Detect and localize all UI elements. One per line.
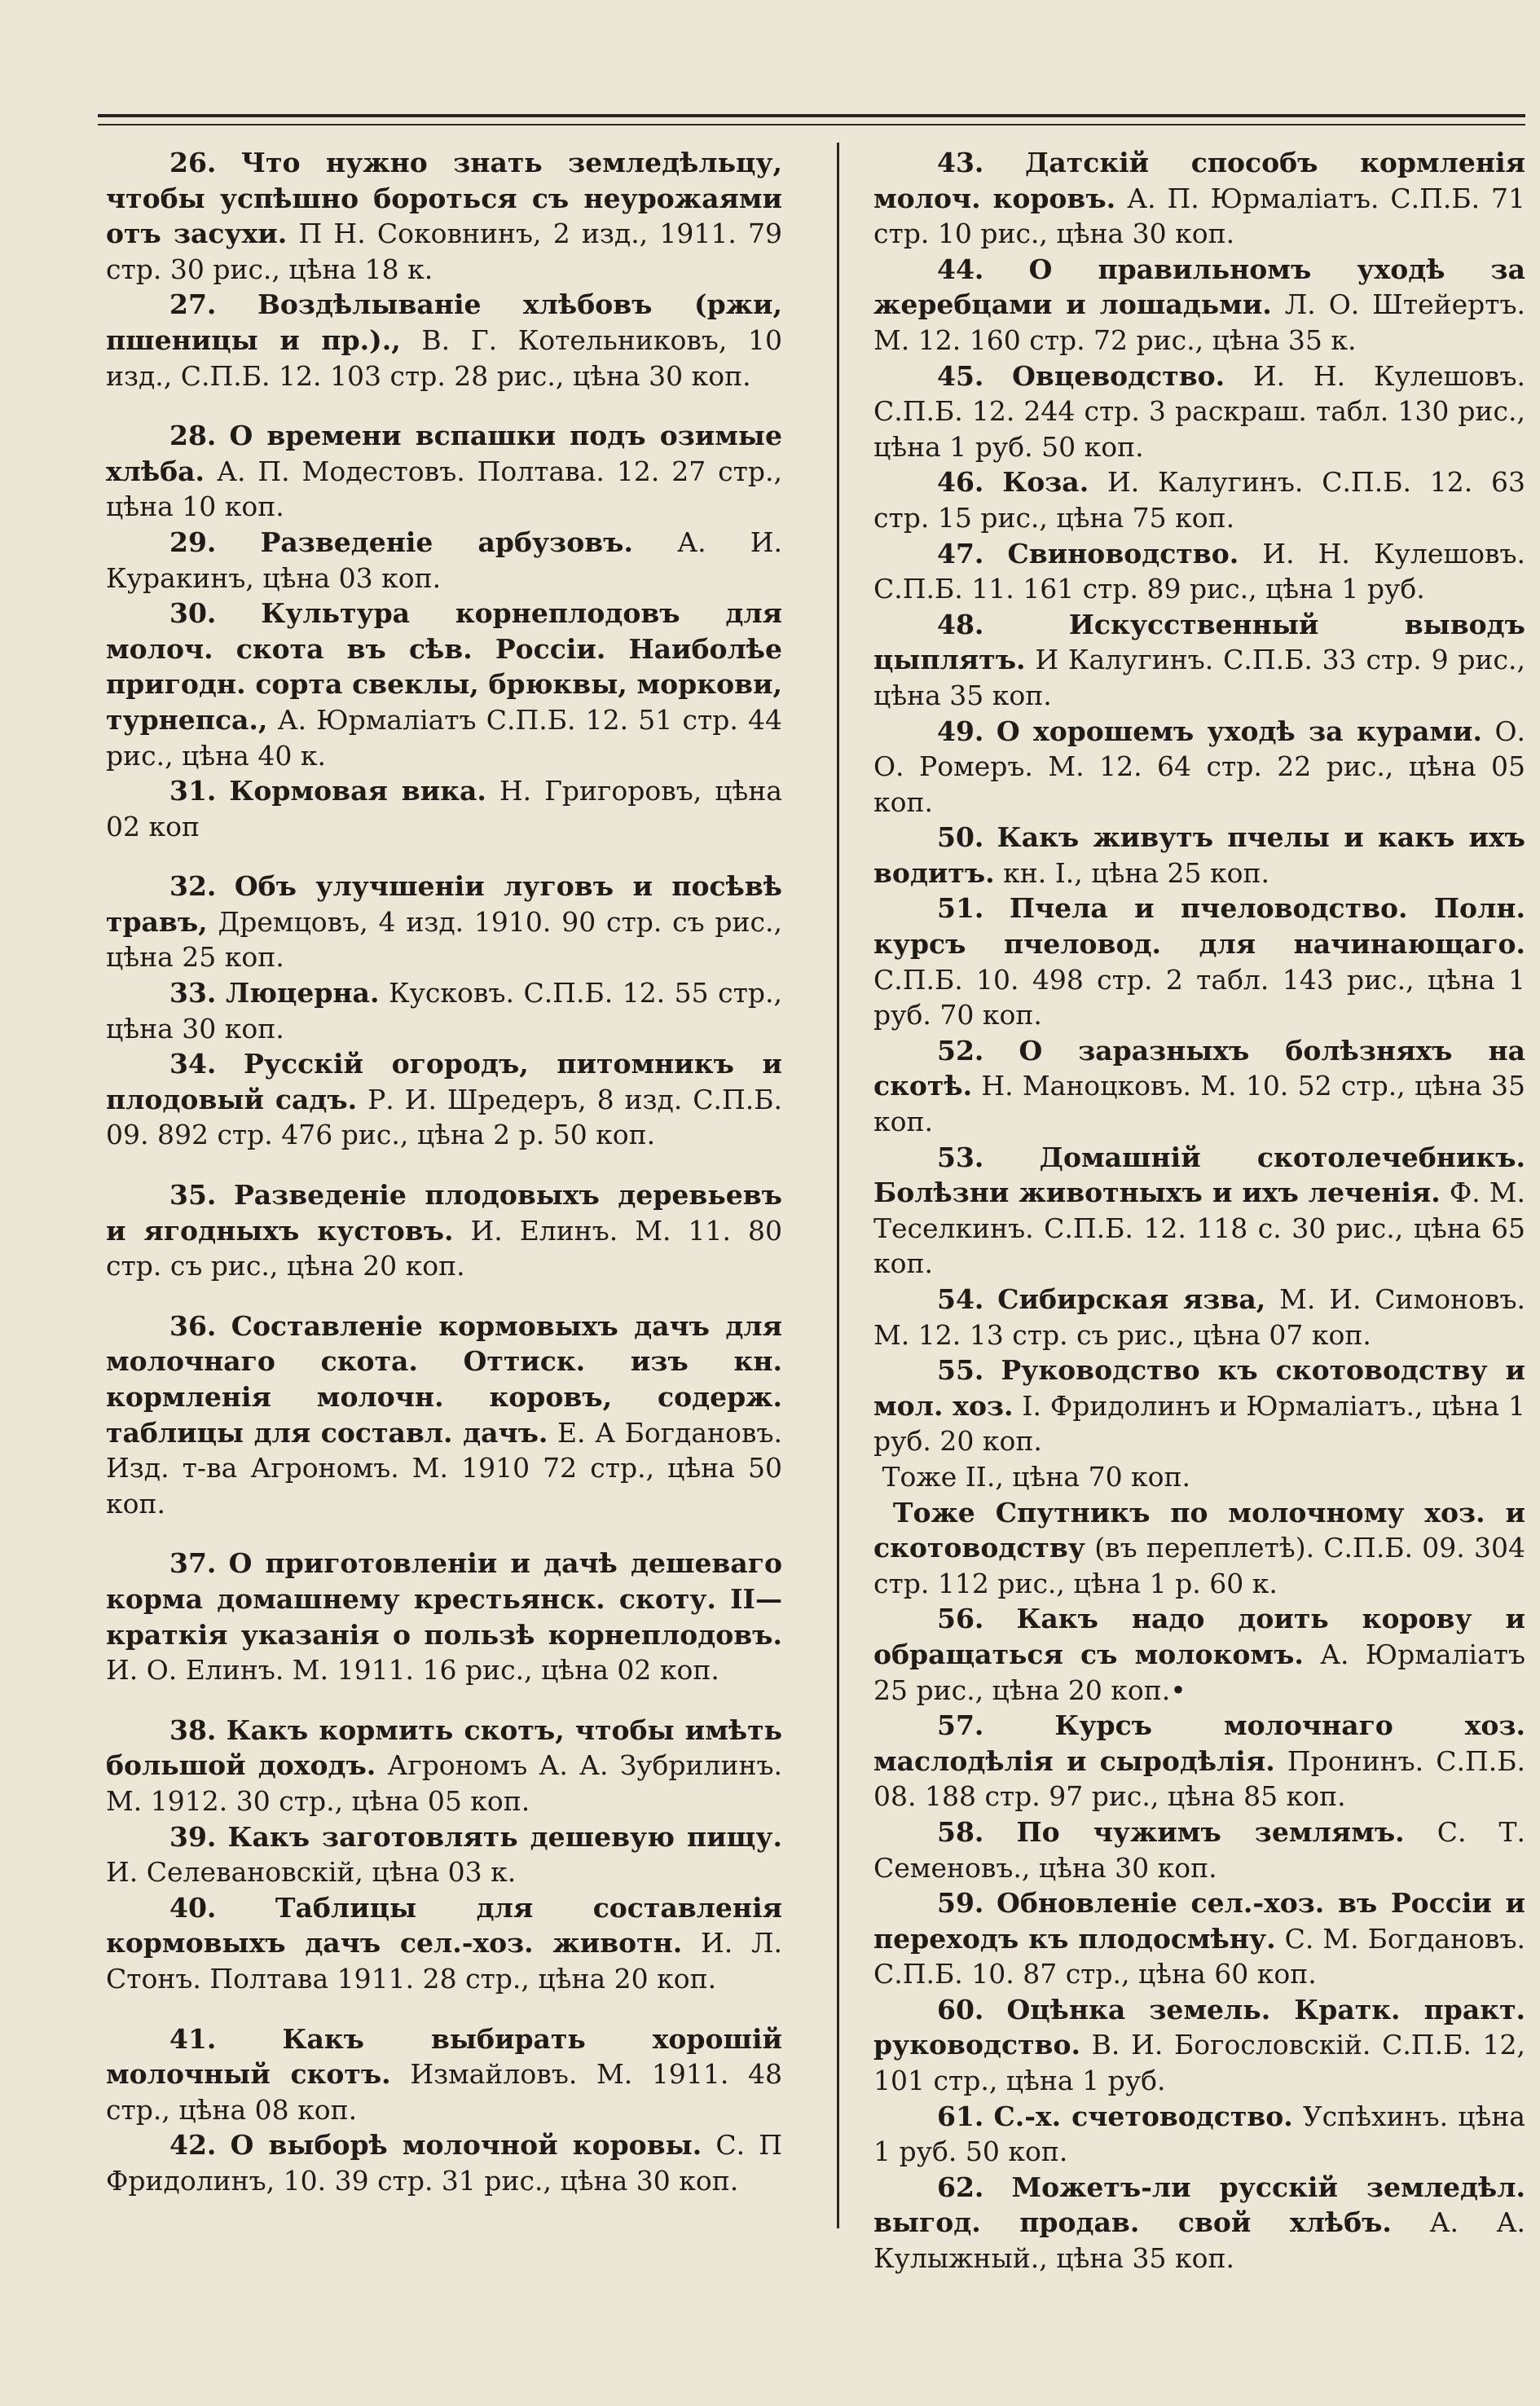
entry-title: Какъ живутъ пчелы и какъ ихъ водитъ.	[873, 821, 1525, 889]
entry-number: 40.	[169, 1891, 217, 1924]
catalog-entry	[106, 1309, 782, 1522]
entry-number: 62.	[937, 2171, 984, 2203]
entry-title: О заразныхъ болѣзняхъ на скотѣ.	[873, 1034, 1525, 1102]
entry-details: Н. Григоровъ, цѣна 02 коп	[106, 775, 782, 842]
entry-title: Искусственный выводъ цыплятъ.	[873, 608, 1525, 676]
entry-title: Составленіе кормовыхъ дачъ для молочнаго скота. Оттиск. изъ кн. кормленія молочн. коровъ, содерж. таблицы для составл. дачъ.	[106, 1309, 782, 1449]
entry-details: А. П. Юрмаліатъ. С.П.Б. 71 стр. 10 рис., цѣна 30 коп.	[873, 182, 1525, 250]
entry-title: О хорошемъ уходѣ за курами.	[996, 715, 1483, 747]
entry-details: Измайловъ. М. 1911. 48 стр., цѣна 08 коп.	[106, 2058, 782, 2126]
entry-number: 48.	[937, 608, 984, 640]
entry-number: 61.	[937, 2100, 984, 2132]
catalog-entry	[873, 891, 1525, 1032]
entry-number: 49.	[937, 715, 984, 747]
entry-title: Руководство къ скотоводству и мол. хоз.	[873, 1354, 1525, 1422]
catalog-entry	[106, 525, 782, 596]
entry-details: И. Н. Кулешовъ. С.П.Б. 12. 244 стр. 3 раскраш. табл. 130 рис., цѣна 1 руб. 50 коп.	[873, 359, 1525, 463]
entry-number: 30.	[169, 597, 217, 630]
entry-title: Какъ заготовлять дешевую пищу.	[227, 1820, 782, 1853]
entry-title: Курсъ молочнаго хоз. маслодѣлія и сыродѣлія.	[873, 1709, 1525, 1777]
entry-number: 58.	[937, 1815, 984, 1848]
entry-number: 28.	[169, 420, 217, 452]
entry-title: Пчела и пчеловодство. Полн. курсъ пчеловод. для начинающаго.	[873, 892, 1525, 961]
catalog-entry	[106, 1546, 782, 1687]
entry-title: Какъ надо доить корову и обращаться съ молокомъ.	[873, 1603, 1526, 1670]
entry-title: Тоже Спутникъ по молочному хоз. и скотоводству	[873, 1496, 1525, 1564]
entry-details: В. И. Богословскій. С.П.Б. 12, 101 стр., цѣна 1 руб.	[873, 2029, 1525, 2097]
entry-details: И Калугинъ. С.П.Б. 33 стр. 9 рис., цѣна 35 коп.	[873, 644, 1525, 711]
entry-details: С.П.Б. 10. 498 стр. 2 табл. 143 рис., цѣна 1 руб. 70 коп.	[873, 963, 1525, 1031]
entry-title: Разведеніе арбузовъ.	[260, 526, 633, 558]
entry-number: 41.	[169, 2022, 217, 2055]
entry-title: О правильномъ уходѣ за жеребцами и лошадьми.	[873, 253, 1525, 321]
entry-details: (въ переплетѣ). С.П.Б. 09. 304 стр. 112 рис., цѣна 1 р. 60 к.	[873, 1532, 1525, 1599]
catalog-entry	[873, 1992, 1525, 2099]
entry-details: кн. I., цѣна 25 коп.	[1003, 856, 1270, 889]
entry-title: Сибирская язва,	[997, 1283, 1266, 1315]
entry-title: Кормовая вика.	[229, 775, 486, 807]
entry-details: Е. А Богдановъ. Изд. т-ва Агрономъ. М. 1910 72 стр., цѣна 50 коп.	[106, 1416, 782, 1520]
entry-title: С.-х. счетоводство.	[993, 2100, 1293, 2132]
entry-title: Свиноводство.	[1007, 537, 1239, 570]
catalog-entry	[873, 607, 1525, 714]
entry-details: С. П Фридолинъ, 10. 39 стр. 31 рис., цѣна 30 коп.	[106, 2129, 782, 2197]
entry-title: Таблицы для составленія кормовыхъ дачъ сел.-хоз. животн.	[106, 1891, 782, 1960]
catalog-entry	[106, 869, 782, 975]
entry-number: 38.	[169, 1713, 217, 1746]
entry-title: Культура корнеплодовъ для молоч. скота въ сѣв. Россіи. Наиболѣе пригодн. сорта свеклы, брюквы, моркови, турнепса.,	[106, 597, 783, 736]
entry-title: Коза.	[1002, 466, 1089, 499]
entry-details: Дремцовъ, 4 изд. 1910. 90 стр. съ рис., цѣна 25 коп.	[106, 905, 782, 974]
entry-number: 26.	[169, 147, 217, 178]
entry-details: А. Юрмаліатъ С.П.Б. 12. 51 стр. 44 рис., цѣна 40 к.	[106, 703, 782, 772]
entry-number: 59.	[937, 1887, 984, 1920]
entry-details: С. Т. Семеновъ., цѣна 30 коп.	[873, 1815, 1526, 1884]
entry-number: 42.	[169, 2129, 217, 2162]
catalog-entry	[873, 1601, 1525, 1708]
entry-number: 35.	[169, 1179, 217, 1212]
entry-details: Р. И. Шредеръ, 8 изд. С.П.Б. 09. 892 стр. 476 рис., цѣна 2 р. 50 коп.	[106, 1083, 782, 1151]
entry-title: Объ улучшеніи луговъ и посѣвѣ травъ,	[106, 870, 782, 938]
entry-details: И. Н. Кулешовъ. С.П.Б. 11. 161 стр. 89 рис., цѣна 1 руб.	[873, 537, 1525, 605]
catalog-entry	[106, 145, 782, 287]
entry-number: 44.	[937, 253, 984, 285]
entry-number: 45.	[937, 359, 984, 392]
entry-title: О выборѣ молочной коровы.	[230, 2129, 702, 2162]
entry-number: 33.	[169, 977, 217, 1009]
entry-title: Домашній скотолечебникъ. Болѣзни животныхъ и ихъ леченія.	[873, 1141, 1525, 1209]
entry-title: Датскій способъ кормленія молоч. коровъ.	[873, 147, 1525, 214]
entry-number: 57.	[937, 1709, 984, 1742]
entry-number: 31.	[169, 775, 217, 807]
entry-title: Воздѣлываніе хлѣбовъ (ржи, пшеницы и пр.).,	[106, 288, 782, 356]
entry-title: Овцеводство.	[1012, 359, 1225, 392]
catalog-entry	[873, 1708, 1525, 1814]
entry-number: 43.	[937, 147, 984, 178]
entry-details: П Н. Соковнинъ, 2 изд., 1911. 79 стр. 30 рис., цѣна 18 к.	[106, 218, 782, 285]
entry-details: А. Юрмаліатъ 25 рис., цѣна 20 коп.•	[873, 1638, 1525, 1706]
entry-details: М. И. Симоновъ. М. 12. 13 стр. съ рис., цѣна 07 коп.	[873, 1283, 1526, 1351]
catalog-entry	[106, 1177, 782, 1284]
entry-number: 50.	[937, 821, 984, 854]
entry-number: 55.	[937, 1354, 984, 1387]
entry-details: Тоже II., цѣна 70 коп.	[882, 1460, 1191, 1493]
entry-number: 56.	[937, 1603, 984, 1635]
entry-number: 36.	[169, 1309, 217, 1342]
entry-number: 47.	[937, 537, 984, 570]
entry-details: Л. О. Штейертъ. М. 12. 160 стр. 72 рис., цѣна 35 к.	[873, 288, 1525, 356]
catalog-entry	[873, 145, 1525, 252]
entry-number: 46.	[937, 466, 984, 499]
catalog-entry	[873, 358, 1525, 465]
entry-details: И. Л. Стонъ. Полтава 1911. 28 стр., цѣна 20 коп.	[106, 1927, 782, 1995]
catalog-entry	[106, 287, 782, 394]
column-divider	[837, 143, 839, 2228]
entry-details: С. М. Богдановъ. С.П.Б. 10. 87 стр., цѣна 60 коп.	[873, 1922, 1525, 1990]
entry-details: Пронинъ. С.П.Б. 08. 188 стр. 97 рис., цѣна 85 коп.	[873, 1744, 1525, 1813]
catalog-entry	[873, 252, 1525, 358]
catalog-entry	[873, 464, 1525, 535]
catalog-entry	[873, 1140, 1525, 1282]
entry-details: Ф. М. Теселкинъ. С.П.Б. 12. 118 с. 30 рис., цѣна 65 коп.	[873, 1177, 1525, 1280]
entry-title: Разведеніе плодовыхъ деревьевъ и ягодныхъ кустовъ.	[106, 1179, 782, 1247]
entry-details: А. А. Кулыжный., цѣна 35 коп.	[873, 2206, 1525, 2275]
entry-number: 51.	[937, 892, 984, 925]
entry-details: И. Селевановскій, цѣна 03 к.	[106, 1856, 517, 1889]
catalog-entry	[873, 2170, 1525, 2276]
entry-details: О. О. Ромеръ. М. 12. 64 стр. 22 рис., цѣна 05 коп.	[873, 715, 1525, 818]
entry-details: И. О. Елинъ. М. 1911. 16 рис., цѣна 02 коп.	[106, 1654, 719, 1687]
entry-title: О приготовленіи и дачѣ дешеваго корма домашнему крестьянск. скоту. II—краткія указанія о пользѣ корнеплодовъ.	[106, 1547, 782, 1651]
catalog-entry	[106, 773, 782, 844]
entry-number: 53.	[937, 1141, 984, 1173]
catalog-entry	[106, 418, 782, 525]
catalog-entry	[873, 1033, 1525, 1140]
entry-details: Н. Маноцковъ. М. 10. 52 стр., цѣна 35 коп.	[873, 1070, 1525, 1138]
catalog-entry	[106, 1819, 782, 1890]
catalog-entry	[873, 1353, 1525, 1459]
entry-details: Успѣхинъ. цѣна 1 руб. 50 коп.	[873, 2100, 1525, 2168]
catalog-entry	[106, 2127, 782, 2198]
catalog-entry	[106, 1890, 782, 1997]
right-column	[873, 145, 1525, 2276]
entry-title: Что нужно знать земледѣльцу, чтобы успѣшно бороться съ неурожаями отъ засухи.	[106, 147, 782, 250]
top-rule	[98, 114, 1525, 117]
catalog-entry	[873, 1814, 1525, 1885]
entry-details: И. Елинъ. М. 11. 80 стр. съ рис., цѣна 20 коп.	[106, 1214, 782, 1282]
entry-number: 54.	[937, 1283, 984, 1315]
entry-title: Можетъ-ли русскій земледѣл. выгод. продав. свой хлѣбъ.	[873, 2171, 1525, 2239]
entry-title: О времени вспашки подъ озимые хлѣба.	[106, 420, 782, 487]
catalog-entry	[873, 1495, 1525, 1602]
catalog-entry	[873, 2099, 1525, 2170]
entry-details: Кусковъ. С.П.Б. 12. 55 стр., цѣна 30 коп.	[106, 977, 783, 1045]
entry-number: 32.	[169, 870, 217, 903]
entry-title: Какъ кормить скотъ, чтобы имѣть большой доходъ.	[106, 1713, 782, 1782]
catalog-entry	[106, 1046, 782, 1153]
entry-number: 34.	[169, 1048, 217, 1080]
entry-number: 60.	[937, 1993, 984, 2026]
entry-number: 29.	[169, 526, 217, 558]
entry-number: 39.	[169, 1820, 217, 1853]
entry-title: Люцерна.	[225, 977, 380, 1009]
top-rule-thin	[98, 124, 1525, 125]
catalog-entry	[873, 1885, 1525, 1992]
catalog-entry	[873, 1282, 1525, 1353]
catalog-entry	[106, 596, 782, 773]
catalog-entry	[873, 714, 1525, 820]
catalog-entry	[873, 1459, 1525, 1495]
entry-title: Обновленіе сел.-хоз. въ Россіи и переходъ къ плодосмѣну.	[873, 1887, 1525, 1955]
entry-details: И. Калугинъ. С.П.Б. 12. 63 стр. 15 рис., цѣна 75 коп.	[873, 466, 1525, 534]
entry-details: А. И. Куракинъ, цѣна 03 коп.	[106, 526, 782, 594]
catalog-entry	[873, 820, 1525, 891]
entry-title: Русскій огородъ, питомникъ и плодовый садъ.	[106, 1048, 782, 1115]
entry-title: Какъ выбирать хорошій молочный скотъ.	[106, 2022, 782, 2091]
catalog-entry	[106, 975, 782, 1046]
entry-details: А. П. Модестовъ. Полтава. 12. 27 стр., цѣна 10 коп.	[106, 455, 782, 523]
entry-title: Оцѣнка земель. Кратк. практ. руководство.	[873, 1993, 1526, 2061]
catalog-entry	[106, 1713, 782, 1819]
entry-number: 37.	[169, 1547, 217, 1580]
entry-details: Агрономъ А. А. Зубрилинъ. М. 1912. 30 стр., цѣна 05 коп.	[106, 1749, 782, 1817]
left-column	[106, 145, 782, 2198]
entry-number: 52.	[937, 1034, 984, 1067]
entry-details: В. Г. Котельниковъ, 10 изд., С.П.Б. 12. 103 стр. 28 рис., цѣна 30 коп.	[106, 323, 783, 392]
catalog-entry	[873, 536, 1525, 607]
entry-title: По чужимъ землямъ.	[1016, 1815, 1405, 1848]
entry-number: 27.	[169, 288, 217, 321]
catalog-entry	[106, 2021, 782, 2128]
entry-details: I. Фридолинъ и Юрмаліатъ., цѣна 1 руб. 20 коп.	[873, 1389, 1525, 1458]
